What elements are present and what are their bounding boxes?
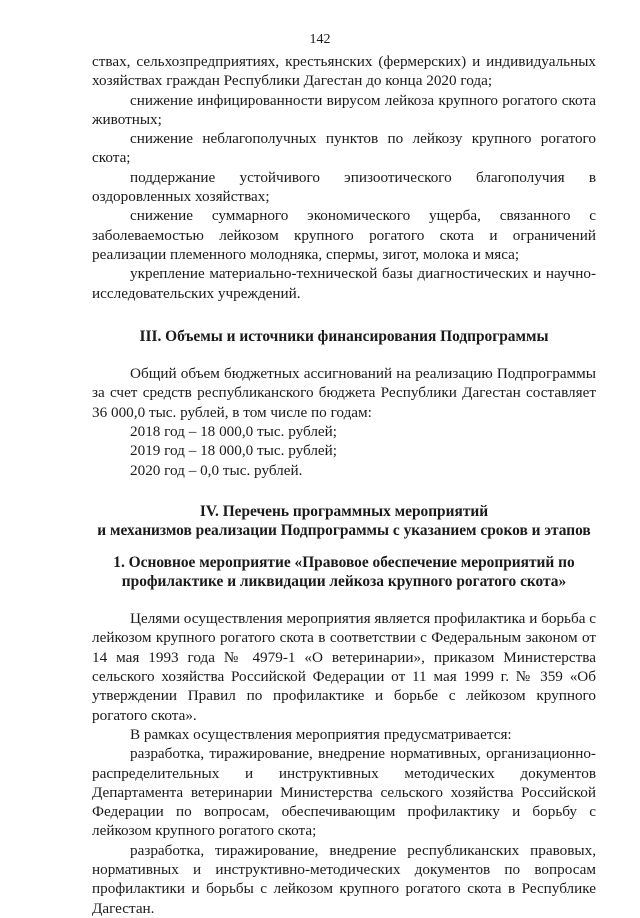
paragraph-epizootic-wellbeing: поддержание устойчивого эпизоотического благополучия в оздоровленных хозяйствах; (92, 168, 596, 206)
year-2020-line: 2020 год – 0,0 тыс. рублей. (130, 461, 303, 479)
paragraph-unfavorable-points: снижение неблагополучных пунктов по лейкозу крупного рогатого скота; (92, 130, 596, 167)
main-activity-subheading: 1. Основное мероприятие «Правовое обеспечение мероприятий по профилактике и ликвидации лейкоза крупного рогатого скота» (113, 553, 575, 590)
page-number: 142 (309, 32, 331, 47)
section-4-heading (92, 502, 596, 541)
paragraph-material-base: укрепление материально-технической базы диагностических и научно-исследовательских учреждений. (92, 265, 596, 302)
year-2018-line: 2018 год – 18 000,0 тыс. рублей; (130, 423, 338, 441)
paragraph-infection-reduction: снижение инфицированности вирусом лейкоза крупного рогатого скота животных; (92, 91, 596, 128)
paragraph-goals: Целями осуществления мероприятия является профилактика и борьба с лейкозом крупного рогатого скота в соответствии с Федеральным законом от 14 мая 1993 года № 4979-1 «О ветеринарии», приказом Министерства сельского хозяйства Российской Федерации от 11 мая 1999 г. № 359 «Об утверждении Правил по профилактике и борьбе с лейкозом крупного рогатого скота». (92, 610, 596, 724)
paragraph-economic-damage: снижение суммарного экономического ущерба, связанного с заболеваемостью лейкозом крупного рогатого скота и ограничений реализации племенного молодняка, спермы, зигот, молока и мяса; (92, 207, 596, 263)
section-4-heading-line-2: и механизмов реализации Подпрограммы с указанием сроков и этапов (97, 522, 591, 540)
section-3-body: Общий объем бюджетных ассигнований на реализацию Подпрограммы за счет средств республиканского бюджета Республики Дагестан составляет 36 000,0 тыс. рублей, в том числе по годам: (92, 365, 596, 421)
section-4-heading-line-1: IV. Перечень программных мероприятий (199, 502, 489, 520)
paragraph-republic-documents: разработка, тиражирование, внедрение республиканских правовых, нормативных и инструктивно-методических документов по вопросам профилактики и борьбы с лейкозом крупного рогатого скота в Республике Дагестан. (92, 841, 596, 917)
year-2019-line: 2019 год – 18 000,0 тыс. рублей; (130, 442, 338, 460)
paragraph-farms: ствах, сельхозпредприятиях, крестьянских (фермерских) и индивидуальных хозяйствах граждан Республики Дагестан до конца 2020 года; (92, 53, 596, 90)
paragraph-federal-documents: разработка, тиражирование, внедрение нормативных, организационно-распределительных и инструктивных методических документов Департамента ветеринарии Министерства сельского хозяйства Российской Федерации по вопросам, обеспечивающим профилактику и борьбу с лейкозом крупного рогатого скота; (92, 745, 596, 840)
section-3-heading: III. Объемы и источники финансирования Подпрограммы (139, 327, 549, 345)
page-content (92, 52, 596, 918)
paragraph-within-framework: В рамках осуществления мероприятия предусматривается: (130, 725, 512, 743)
